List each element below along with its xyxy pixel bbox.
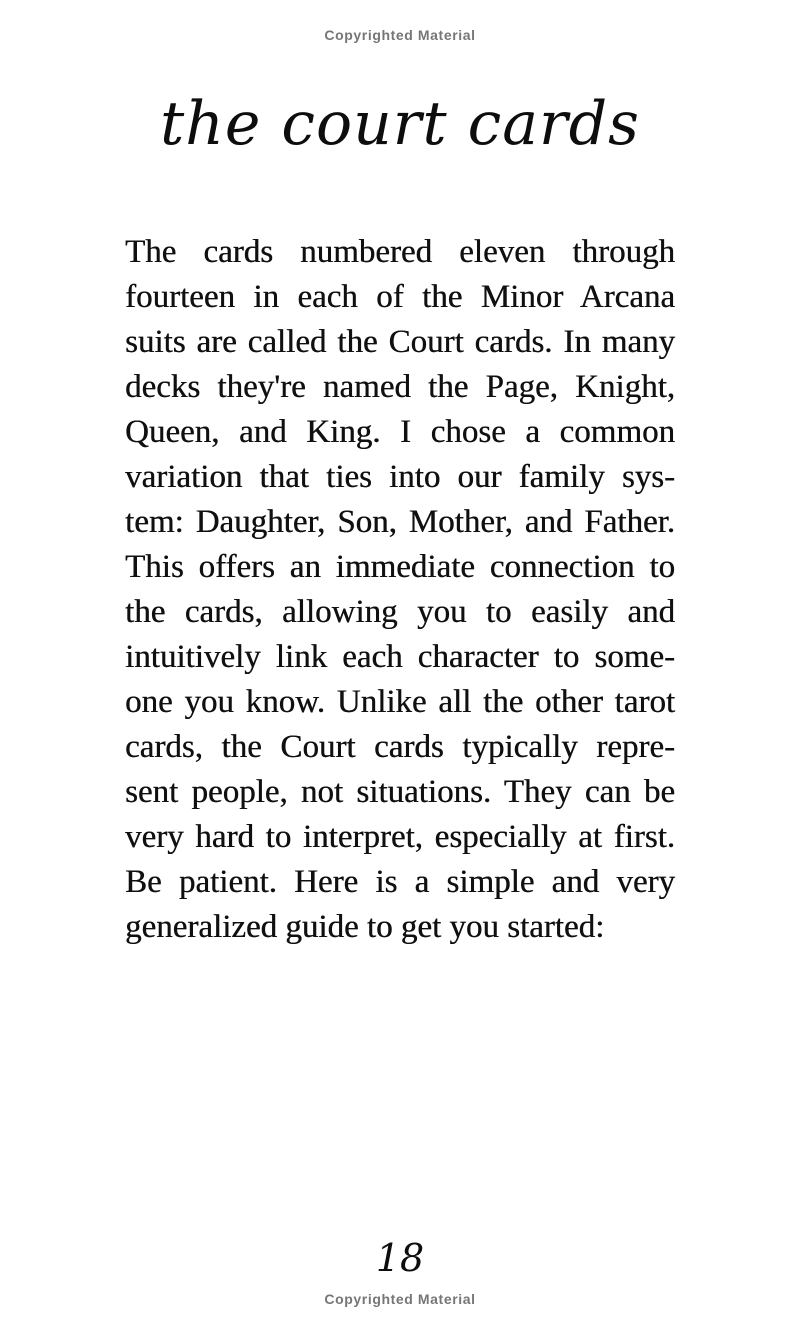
body-line: generalized guide to get you started: [125,909,605,945]
body-line: one you know. Unlike all the other tarot [125,684,675,720]
body-line: very hard to interpret, especially at first. [125,819,675,855]
copyright-notice-bottom: Copyrighted Material [324,1291,476,1307]
body-line: sent people, not situations. They can be [125,774,675,810]
body-line: Queen, and King. I chose a common [125,414,675,450]
body-text [125,230,675,950]
body-line: the cards, allowing you to easily and [125,594,675,630]
body-line: intuitively link each character to some- [125,639,675,675]
body-line: fourteen in each of the Minor Arcana [125,279,675,315]
body-line: This offers an immediate connection to [125,549,675,585]
chapter-title: the court cards [160,89,640,159]
body-line: The cards numbered eleven through [125,234,675,270]
body-line: cards, the Court cards typically repre- [125,729,675,765]
copyright-notice-top: Copyrighted Material [324,27,476,43]
body-line: variation that ties into our family sys- [125,459,675,495]
body-line: decks they're named the Page, Knight, [125,369,675,405]
body-line: suits are called the Court cards. In many [125,324,675,360]
page-number: 18 [375,1236,425,1280]
body-line: tem: Daughter, Son, Mother, and Father. [125,504,675,540]
body-line: Be patient. Here is a simple and very [125,864,675,900]
